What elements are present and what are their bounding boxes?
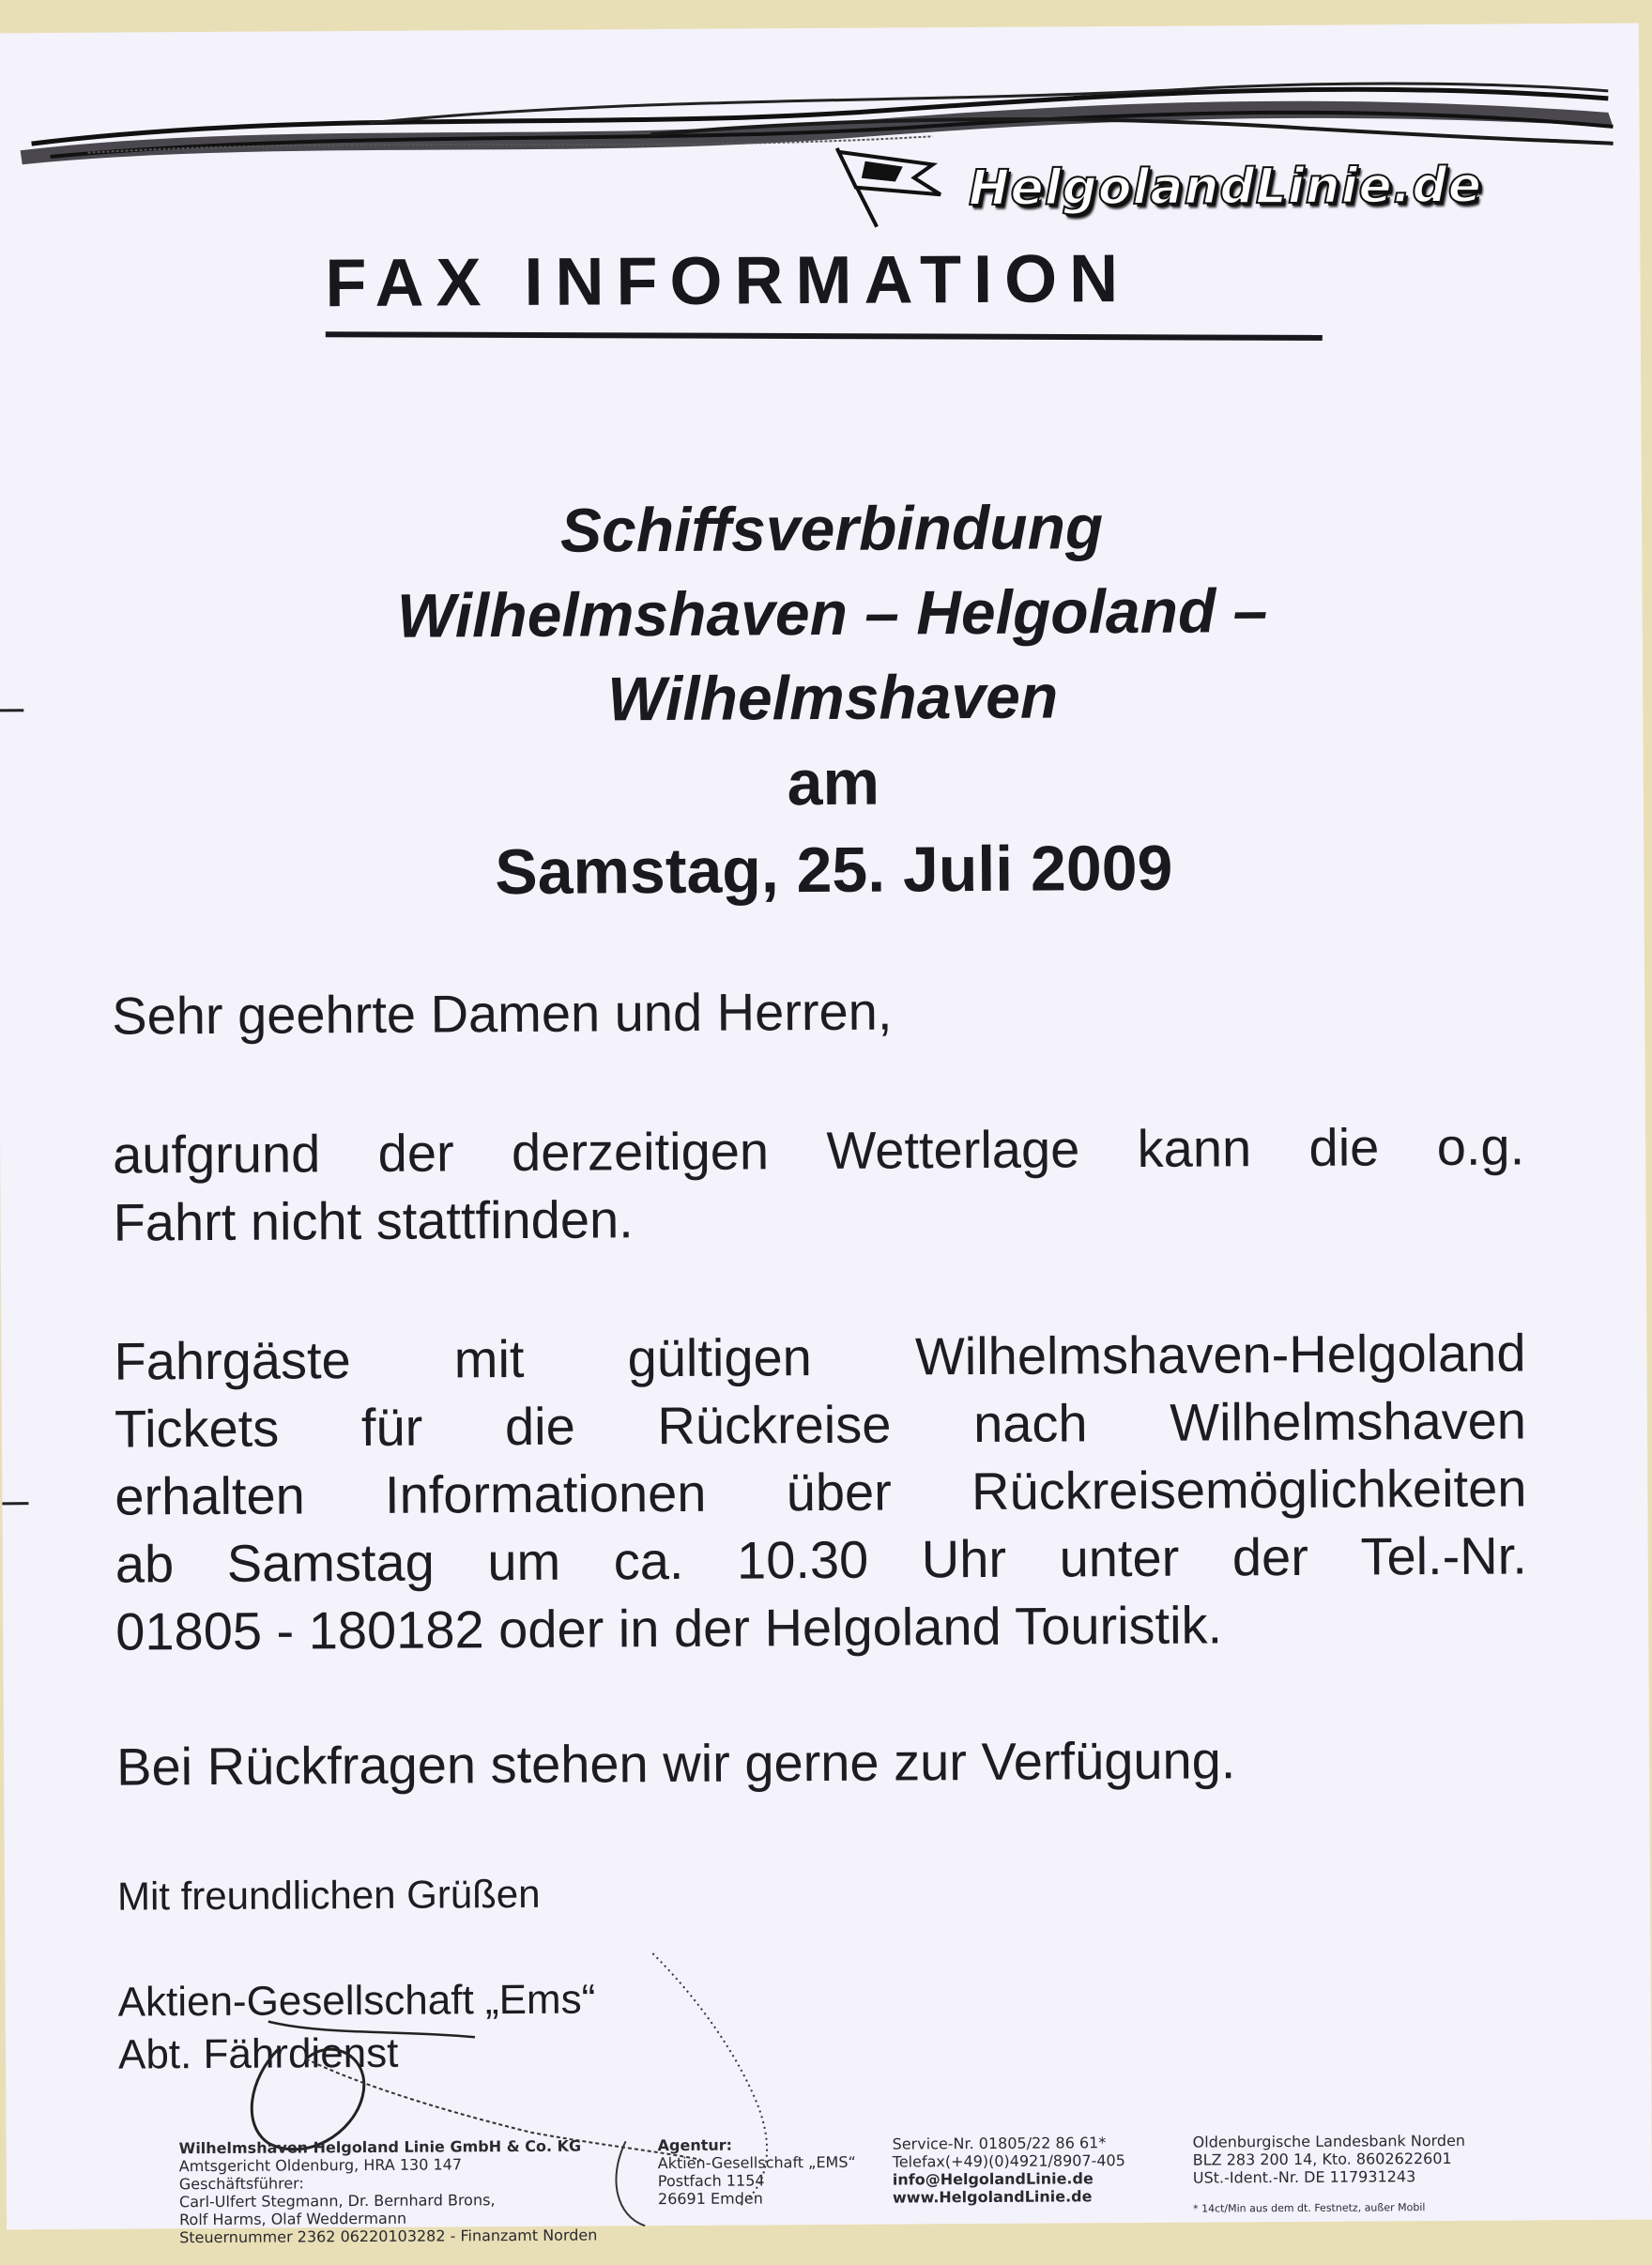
paragraph-1-line-2: Fahrt nicht stattfinden. <box>113 1189 634 1252</box>
salutation: Sehr geehrte Damen und Herren, <box>112 981 893 1046</box>
logo-text: HelgolandLinie.de <box>968 157 1483 218</box>
closing-department: Abt. Fährdienst <box>117 2029 399 2078</box>
footer-company-info <box>179 2136 598 2246</box>
margin-tick-mark <box>2 1502 28 1505</box>
flag-icon <box>828 140 970 235</box>
footer-court-register: Amtsgericht Oldenburg, HRA 130 147 <box>178 2155 463 2176</box>
paragraph-2-line-2: Tickets für die Rückreise nach Wilhelmshaven <box>114 1390 1527 1459</box>
footer-service-number: Service-Nr. 01805/22 86 61* <box>892 2134 1107 2153</box>
margin-tick-mark <box>0 709 23 712</box>
footer-vat-id: USt.-Ident.-Nr. DE 117931243 <box>1192 2167 1416 2187</box>
footer-managers-2: Rolf Harms, Olaf Weddermann <box>179 2209 407 2229</box>
footer-company-name: Wilhelmshaven Helgoland Linie GmbH & Co. KG <box>178 2136 582 2158</box>
footer-agency-label: Agentur: <box>657 2135 733 2155</box>
footer-call-cost-note: * 14ct/Min aus dem dt. Festnetz, außer Mobil <box>1193 2201 1426 2215</box>
subject-line-1: Schiffsverbindung <box>559 492 1104 565</box>
paragraph-3: Bei Rückfragen stehen wir gerne zur Verfügung. <box>115 1730 1236 1797</box>
paragraph-2-line-4: ab Samstag um ca. 10.30 Uhr unter der Tel.-Nr. <box>115 1525 1527 1594</box>
paragraph-2-line-3: erhalten Informationen über Rückreisemöglichkeiten <box>115 1458 1527 1526</box>
fax-title: FAX INFORMATION <box>325 240 1131 322</box>
footer-agency-info <box>658 2135 856 2208</box>
paragraph-2 <box>114 1319 1527 1665</box>
fax-document <box>0 23 1652 2247</box>
subject-line-3: Wilhelmshaven <box>607 661 1059 734</box>
footer-fax-number: Telefax(+49)(0)4921/8907-405 <box>892 2151 1125 2171</box>
footer-agency-name: Aktien-Gesellschaft „EMS“ <box>657 2152 856 2173</box>
subject-date: Samstag, 25. Juli 2009 <box>495 832 1173 909</box>
paragraph-1-line-1: aufgrund der derzeitigen Wetterlage kann die o.g. <box>112 1116 1525 1185</box>
helgolandlinie-logo <box>828 136 1542 253</box>
subject-line-4: am <box>787 746 880 819</box>
footer-bank-account: BLZ 283 200 14, Kto. 8602622601 <box>1192 2149 1452 2169</box>
subject-line-2: Wilhelmshaven – Helgoland – <box>396 575 1268 650</box>
paragraph-2-line-5: 01805 - 180182 oder in der Helgoland Touristik. <box>115 1595 1223 1661</box>
footer-email: info@HelgolandLinie.de <box>892 2169 1094 2189</box>
footer-agency-city: 26691 Emden <box>657 2189 763 2209</box>
paragraph-2-line-1: Fahrgäste mit gültigen Wilhelmshaven-Helgoland <box>114 1323 1526 1391</box>
footer-contact-info <box>893 2134 1126 2207</box>
paragraph-1 <box>113 1112 1525 1256</box>
footer-website: www.HelgolandLinie.de <box>892 2187 1093 2207</box>
footer-tax-number: Steuernummer 2362 06220103282 - Finanzamt Norden <box>179 2226 598 2247</box>
footer-managers-label: Geschäftsführer: <box>178 2174 304 2194</box>
title-underline <box>326 331 1323 341</box>
footer-bank-name: Oldenburgische Landesbank Norden <box>1192 2131 1466 2151</box>
footer-agency-postbox: Postfach 1154 <box>657 2171 765 2191</box>
closing-greeting: Mit freundlichen Grüßen <box>116 1871 541 1919</box>
footer-bank-info <box>1193 2132 1466 2218</box>
footer-managers-1: Carl-Ulfert Stegmann, Dr. Bernhard Brons, <box>178 2191 496 2211</box>
closing-company: Aktien-Gesellschaft „Ems“ <box>117 1976 596 2026</box>
